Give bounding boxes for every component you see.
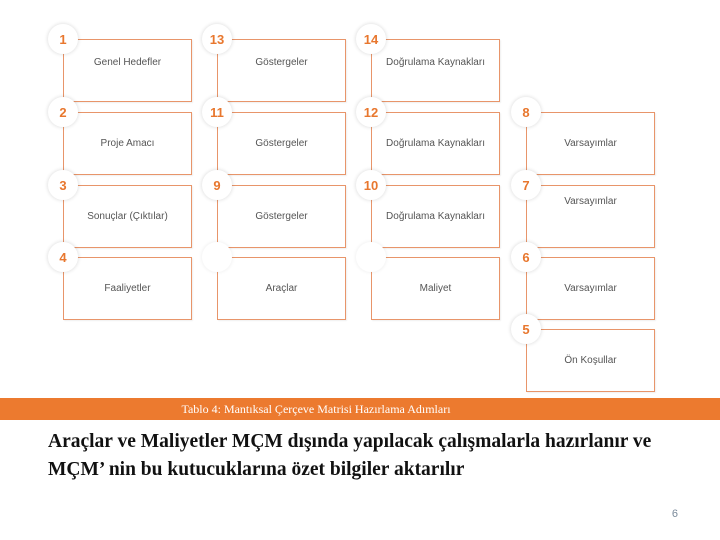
matrix-cell bbox=[356, 170, 502, 250]
matrix-box bbox=[217, 257, 346, 320]
table-caption: Tablo 4: Mantıksal Çerçeve Matrisi Hazırlama Adımları bbox=[181, 401, 451, 416]
matrix-cell bbox=[48, 242, 194, 322]
cell-label: Sonuçlar (Çıktılar) bbox=[87, 211, 168, 222]
matrix-box bbox=[63, 185, 192, 248]
cell-label: Varsayımlar bbox=[564, 138, 617, 149]
matrix-cell bbox=[356, 242, 502, 322]
step-number-empty bbox=[202, 242, 232, 272]
step-number-empty bbox=[356, 242, 386, 272]
step-number: 9 bbox=[202, 170, 232, 200]
matrix-cell bbox=[202, 170, 348, 250]
cell-label: Varsayımlar bbox=[564, 283, 617, 294]
matrix-cell bbox=[356, 24, 502, 104]
step-number: 13 bbox=[202, 24, 232, 54]
cell-label: Göstergeler bbox=[255, 138, 308, 149]
cell-label: Faaliyetler bbox=[104, 283, 151, 294]
matrix-cell bbox=[511, 170, 657, 250]
matrix-box bbox=[63, 39, 192, 102]
matrix-box bbox=[371, 112, 500, 175]
caption-bar bbox=[0, 398, 720, 420]
cell-label: Araçlar bbox=[265, 283, 298, 294]
cell-label: Doğrulama Kaynakları bbox=[386, 57, 485, 68]
matrix-box bbox=[371, 257, 500, 320]
matrix-cell bbox=[48, 24, 194, 104]
matrix-cell bbox=[511, 97, 657, 177]
matrix-cell bbox=[48, 97, 194, 177]
cell-label: Maliyet bbox=[419, 283, 452, 294]
matrix-cell bbox=[202, 24, 348, 104]
step-number: 14 bbox=[356, 24, 386, 54]
matrix-box bbox=[526, 185, 655, 248]
matrix-box bbox=[217, 39, 346, 102]
step-number: 6 bbox=[511, 242, 541, 272]
step-number: 4 bbox=[48, 242, 78, 272]
step-number: 10 bbox=[356, 170, 386, 200]
cell-label: Doğrulama Kaynakları bbox=[386, 138, 485, 149]
matrix-box bbox=[371, 185, 500, 248]
matrix-box bbox=[63, 112, 192, 175]
cell-label: Proje Amacı bbox=[100, 138, 155, 149]
matrix-cell bbox=[356, 97, 502, 177]
matrix-cell bbox=[511, 314, 657, 394]
body-text: Araçlar ve Maliyetler MÇM dışında yapılacak çalışmalarla hazırlanır ve MÇM’ nin bu kutucuklarına özet bilgiler aktarılır bbox=[48, 431, 652, 480]
page-number: 6 bbox=[671, 508, 678, 520]
matrix-cell bbox=[511, 242, 657, 322]
step-number: 8 bbox=[511, 97, 541, 127]
step-number: 12 bbox=[356, 97, 386, 127]
matrix-cell bbox=[202, 97, 348, 177]
step-number: 1 bbox=[48, 24, 78, 54]
cell-label: Genel Hedefler bbox=[93, 57, 162, 68]
matrix-box bbox=[526, 329, 655, 392]
step-number: 11 bbox=[202, 97, 232, 127]
cell-label: Ön Koşullar bbox=[564, 355, 617, 366]
matrix-box bbox=[217, 185, 346, 248]
matrix-box bbox=[526, 257, 655, 320]
matrix-cell bbox=[48, 170, 194, 250]
step-number: 5 bbox=[511, 314, 541, 344]
matrix-box bbox=[217, 112, 346, 175]
step-number: 2 bbox=[48, 97, 78, 127]
cell-label: Göstergeler bbox=[255, 57, 308, 68]
cell-label: Varsayımlar bbox=[564, 196, 617, 207]
cell-label: Göstergeler bbox=[255, 211, 308, 222]
matrix-box bbox=[371, 39, 500, 102]
matrix-cell bbox=[202, 242, 348, 322]
matrix-box bbox=[63, 257, 192, 320]
cell-label: Doğrulama Kaynakları bbox=[386, 211, 485, 222]
step-number: 7 bbox=[511, 170, 541, 200]
step-number: 3 bbox=[48, 170, 78, 200]
matrix-box bbox=[526, 112, 655, 175]
